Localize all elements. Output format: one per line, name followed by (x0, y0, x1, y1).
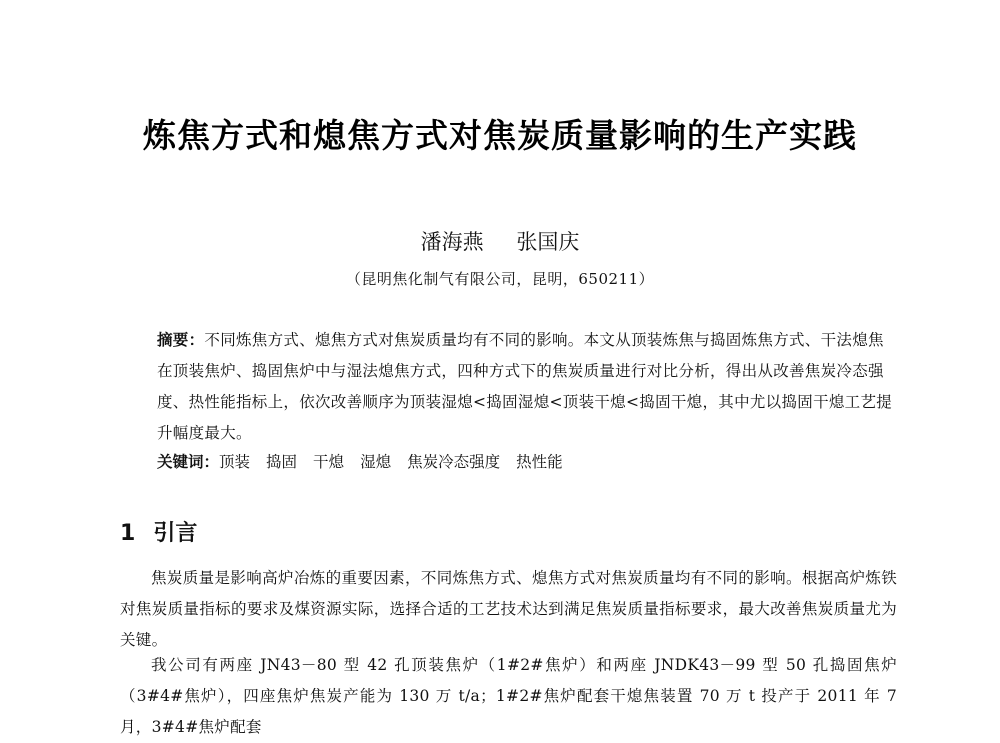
affiliation: （昆明焦化制气有限公司，昆明，650211） (345, 270, 655, 288)
keyword: 焦炭冷态强度 (407, 453, 501, 471)
keywords (157, 450, 897, 474)
keyword: 顶装 (219, 453, 251, 471)
keyword: 热性能 (516, 453, 563, 471)
section-heading (120, 516, 197, 547)
body-paragraph: 我公司有两座 JN43－80 型 42 孔顶装焦炉（1#2#焦炉）和两座 JNDK43－99 型 50 孔捣固焦炉（3#4#焦炉），四座焦炉焦炭产能为 130 万 t/a；1#2#焦炉配套干熄焦装置 70 万 t 投产于 2011 年 7 月，3#4#焦炉配套 (120, 656, 897, 736)
section-title: 引言 (153, 521, 198, 546)
section-number: 1 (120, 521, 136, 546)
keyword: 捣固 (266, 453, 298, 471)
keywords-label: 关键词： (157, 452, 220, 471)
keyword: 干熄 (313, 453, 345, 471)
keyword: 湿熄 (360, 453, 392, 471)
author-list (0, 226, 1000, 256)
abstract (157, 324, 897, 449)
abstract-text: 不同炼焦方式、熄焦方式对焦炭质量均有不同的影响。本文从顶装炼焦与捣固炼焦方式、干法熄焦在顶装焦炉、捣固焦炉中与湿法熄焦方式，四种方式下的焦炭质量进行对比分析，得出从改善焦炭冷态强度、热性能指标上，依次改善顺序为顶装湿熄<捣固湿熄<顶装干熄<捣固干熄，其中尤以捣固干熄工艺提升幅度最大。 (157, 331, 893, 442)
author-name: 潘海燕 (420, 230, 484, 254)
author-name: 张国庆 (516, 230, 580, 254)
paper-title: 炼焦方式和熄焦方式对焦炭质量影响的生产实践 (143, 116, 857, 155)
body-paragraph: 焦炭质量是影响高炉冶炼的重要因素，不同炼焦方式、熄焦方式对焦炭质量均有不同的影响。根据高炉炼铁对焦炭质量指标的要求及煤资源实际，选择合适的工艺技术达到满足焦炭质量指标要求，最大改善焦炭质量尤为关键。 (120, 569, 897, 649)
abstract-label: 摘要： (157, 330, 205, 349)
